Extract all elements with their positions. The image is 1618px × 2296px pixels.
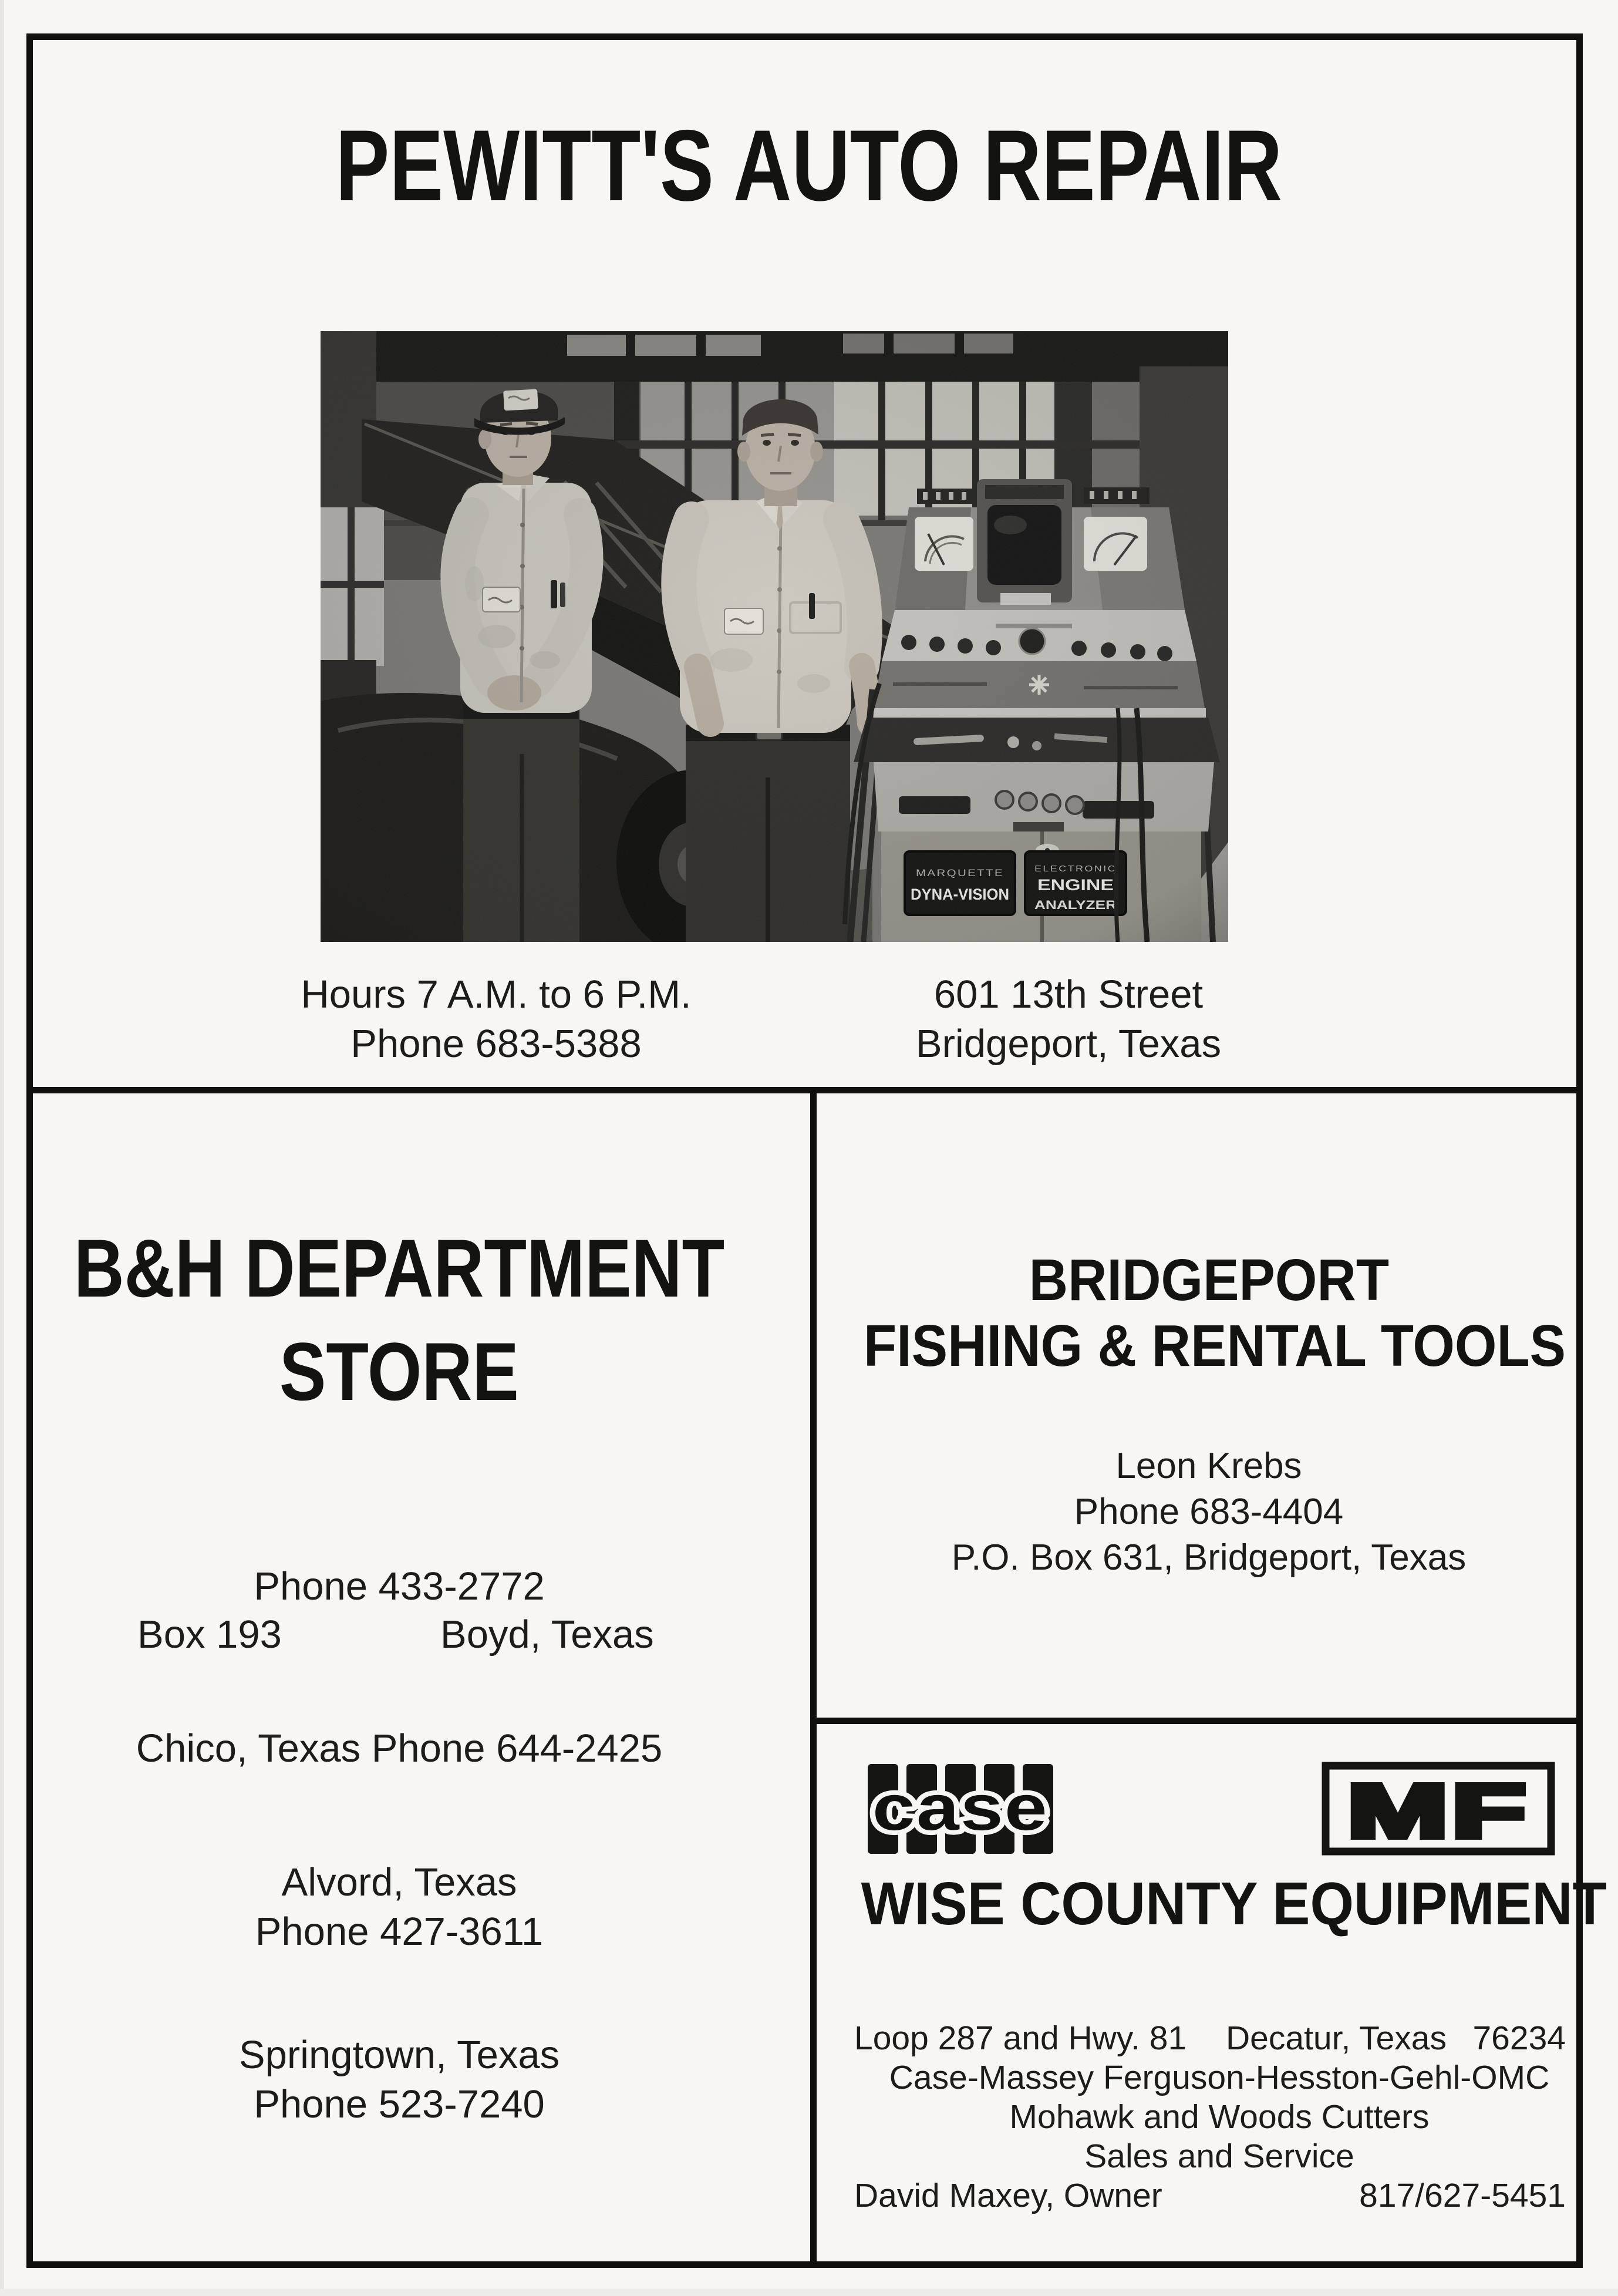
fishing-title-line1: BRIDGEPORT [1029,1247,1389,1313]
pewitt-hours-line: Hours 7 A.M. to 6 P.M. [301,972,692,1016]
scan-edge-artifact-bottom [0,2289,1618,2296]
bh-store-title-line2: STORE [279,1325,519,1418]
equipment-street: Loop 287 and Hwy. 81 [854,2019,1187,2057]
divider-vertical [810,1087,817,2268]
equipment-cutters-line: Mohawk and Woods Cutters [1009,2098,1430,2136]
equipment-zip: 76234 [1472,2019,1566,2057]
divider-horizontal-right-column [810,1718,1583,1724]
equipment-ad-title [833,1870,1607,1937]
equipment-owner: David Maxey, Owner [854,2177,1162,2214]
equipment-city: Decatur, Texas [1226,2019,1447,2057]
bh-phone-boyd: Phone 433-2772 [254,1564,545,1608]
equipment-title-text: WISE COUNTY EQUIPMENT [861,1870,1607,1937]
pewitt-address-line1: 601 13th Street [933,972,1204,1016]
equipment-ad-body [817,2019,1587,2216]
bh-alvord-block [12,1858,787,1957]
fishing-ad-body [833,1443,1585,1581]
pewitt-ad-title [0,109,1618,222]
bh-city-springtown: Springtown, Texas [238,2033,560,2077]
fishing-ad-title [833,1247,1585,1379]
pewitt-caption-right [872,970,1265,1069]
equipment-sales-line: Sales and Service [1084,2137,1354,2175]
fishing-phone: Phone 683-4404 [1074,1492,1344,1532]
mf-logo-text: MF [1347,1769,1529,1853]
fishing-contact-name: Leon Krebs [1115,1446,1302,1486]
bh-box-number: Box 193 [137,1612,282,1657]
bh-phone-springtown: Phone 523-7240 [254,2082,545,2126]
fishing-address: P.O. Box 631, Bridgeport, Texas [951,1537,1467,1578]
mf-logo [1322,1762,1555,1856]
divider-horizontal-main [26,1087,1583,1093]
pewitt-caption-left [299,970,693,1069]
bh-chico-line: Chico, Texas Phone 644-2425 [136,1726,663,1770]
equipment-phone: 817/627-5451 [1359,2177,1566,2214]
equipment-owner-row [817,2176,1587,2216]
case-logo [862,1764,1060,1854]
equipment-brands-line: Case-Massey Ferguson-Hesston-Gehl-OMC [889,2059,1550,2096]
garage-photo-graphic [321,331,1228,942]
bh-springtown-block [12,2031,787,2129]
fishing-title-line2: FISHING & RENTAL TOOLS [864,1313,1566,1379]
bh-city-alvord: Alvord, Texas [281,1860,517,1904]
case-logo-icon [862,1764,1060,1854]
bh-store-title [12,1217,787,1423]
photo-grain [321,331,1228,942]
bh-phone-alvord: Phone 427-3611 [255,1910,544,1954]
bh-city-boyd: Boyd, Texas [440,1612,654,1657]
pewitt-ad-title-text: PEWITT'S AUTO REPAIR [335,109,1283,222]
scan-edge-artifact-left [0,0,4,2296]
case-logo-text: case [872,1772,1049,1844]
equipment-location-row [817,2019,1587,2058]
bh-store-title-line1: B&H DEPARTMENT [73,1222,725,1314]
pewitt-address-line2: Bridgeport, Texas [915,1022,1222,1066]
pewitt-phone-line: Phone 683-5388 [350,1022,642,1066]
mf-logo-icon [1322,1762,1555,1856]
pewitt-photo [321,331,1228,942]
